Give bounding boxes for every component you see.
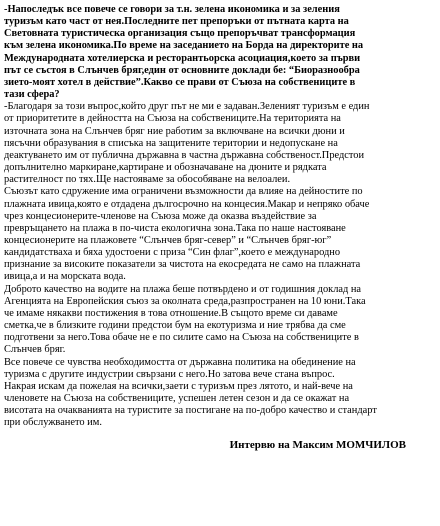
answer-paragraph-4: Все повече се чувства необходимостта от държавна политика на обединение на туризма с другите индустрии свързани с него.Но затова вече стана въпрос. bbox=[4, 356, 356, 380]
answer-paragraph-2: Съюзът като сдружение има ограничени възможности да влияе на дейностите по плажната ивица,която е отдадена дългосрочно на концесия.Макар и непряко обаче чрез концесионерите-членове на Съюза може да оказва въздействие за превръщането на плажа в по-чиста екологична зона.Така по наше настояване концесионерите на плажовете “Слънчев бряг-север” и “Слънчев бряг-юг” кандидатстваха и бяха удостоени с приза “Син флаг”,което е международно признание за високите показатели за чистота на екосредата не само на плажната ивица,а и на морската вода. bbox=[4, 186, 370, 283]
answer-paragraph-5: Накрая искам да пожелая на всички,заети с туризъм през лятото, и най-вече на членовете на Съюза на собствениците, успешен летен сезон и да се окажат на висотата на очакванията на туристите за постигане на по-добро качество и стандарт при обслужването им. bbox=[4, 380, 377, 429]
answer-paragraph-3: Доброто качество на водите на плажа беше потвърдено и от годишния доклад на Агенцията на Европейския съюз за околната среда,разпространен на 10 юни.Така че имаме някакви постижения в това отношение.В същото време си даваме сметка,че в близките години предстои бум на екотуризма и ние трябва да сме подготвени за него.Това обаче не е по силите само на Съюза на собствениците в Слънчев бряг. bbox=[4, 283, 366, 356]
article bbox=[4, 4, 436, 452]
interview-question: -Напоследък все повече се говори за т.н. зелена икономика и за зеления туризъм като част от нея.Последните пет препоръки от пътната карта на Световната туристическа организация също препоръчват трансформация към зелена икономика.По време на заседанието на Борда на директорите на Международната хотелиерска и ресторантьорска асоциация,което за първи път се състоя в Слънчев бряг,един от основните доклади бе: “Биоразнообра зието-моят хотел в действие”.Какво се прави от Съюза на собствениците в тази сфера? bbox=[4, 4, 364, 101]
answer-paragraph-1: -Благодаря за този въпрос,който друг път не ми е задаван.Зеленият туризъм е един от приоритетите в дейността на Съюза на собствениците.На територията на източната зона на Слънчев бряг ние работим за включване на всички дюни и пясъчни образувания в списъка на защитените територии и недопускане на деактуването им от публична държавна в частна държавна собственост.Предстои допълнително маркиране,картиране и обозначаване на дюните и рядката растителност по тях.Ще настояваме за обособяване на велоалеи. bbox=[4, 101, 370, 186]
author-signature: Интервю на Максим МОМЧИЛОВ bbox=[229, 439, 406, 452]
